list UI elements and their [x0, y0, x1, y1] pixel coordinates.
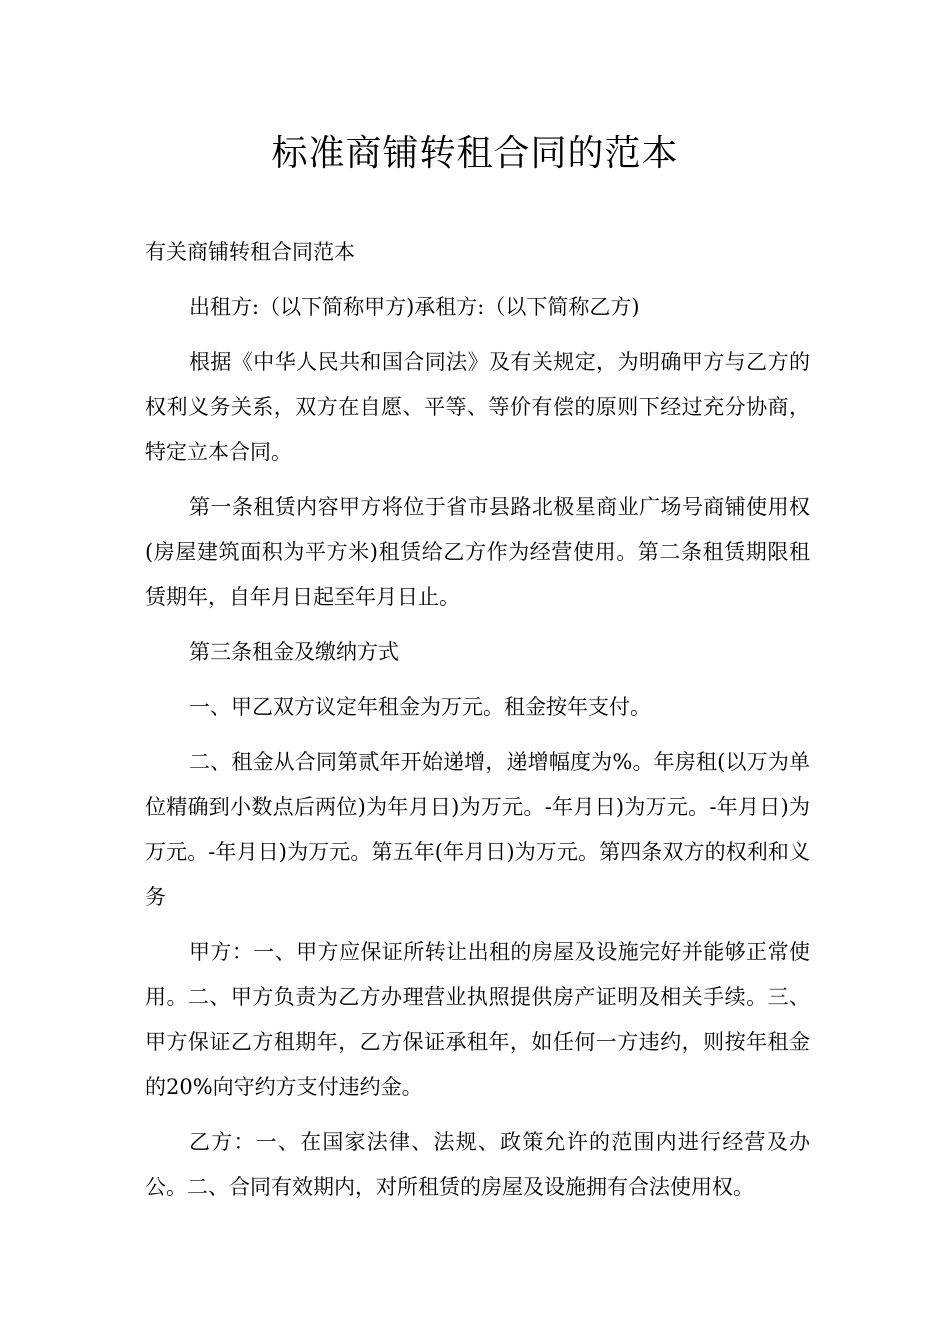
paragraph-5: 第三条租金及缴纳方式 — [189, 640, 399, 664]
paragraph-4: 第一条租赁内容甲方将位于省市县路北极星商业广场号商铺使用权(房屋建筑面积为平方米)租赁给乙方作为经营使用。第二条租赁期限租赁期年，自年月日起至年月日止。 — [145, 495, 810, 609]
paragraph-2: 出租方:（以下简称甲方)承租方:（以下简称乙方) — [189, 295, 640, 319]
paragraph-3: 根据《中华人民共和国合同法》及有关规定，为明确甲方与乙方的权利义务关系，双方在自愿、平等、等价有偿的原则下经过充分协商，特定立本合同。 — [145, 350, 810, 464]
paragraph-1: 有关商铺转租合同范本 — [145, 240, 355, 264]
paragraph-9: 乙方：一、在国家法律、法规、政策允许的范围内进行经营及办公。二、合同有效期内，对所租赁的房屋及设施拥有合法使用权。 — [145, 1130, 810, 1199]
paragraph-8: 甲方：一、甲方应保证所转让出租的房屋及设施完好并能够正常使用。二、甲方负责为乙方办理营业执照提供房产证明及相关手续。三、甲方保证乙方租期年，乙方保证承租年，如任何一方违约，则按年租金的20%向守约方支付违约金。 — [145, 940, 810, 1099]
document-body — [145, 230, 810, 1220]
paragraph-7: 二、租金从合同第贰年开始递增，递增幅度为%。年房租(以万为单位精确到小数点后两位)为年月日)为万元。-年月日)为万元。-年月日)为万元。-年月日)为万元。第五年(年月日)为万元。第四条双方的权利和义务 — [145, 750, 810, 909]
document-title: 标准商铺转租合同的范本 — [271, 133, 679, 174]
paragraph-6: 一、甲乙双方议定年租金为万元。租金按年支付。 — [189, 695, 651, 719]
